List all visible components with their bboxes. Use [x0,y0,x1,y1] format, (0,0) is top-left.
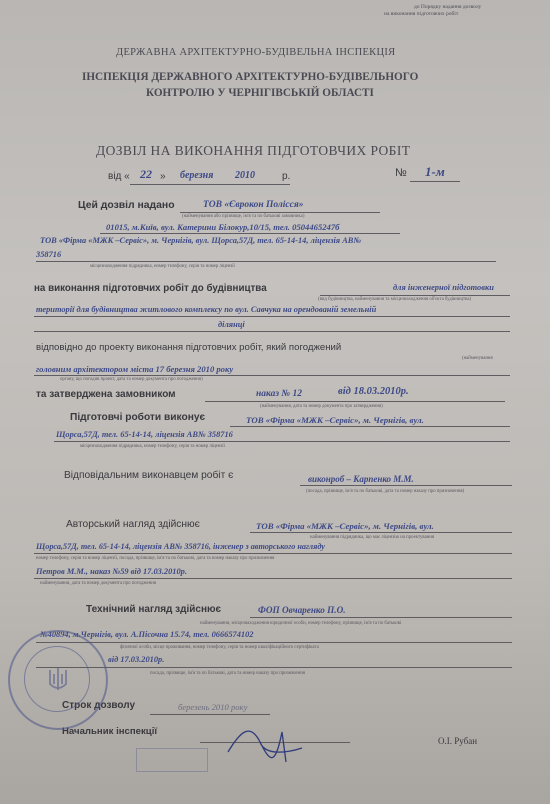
date-year: 2010 [235,170,255,181]
author-value: ТОВ «Фірма «МЖК –Сервіс», м. Чернігів, вул. [256,521,434,531]
performer-value-2: Щорса,57Д, тел. 65-14-14, ліцензія АВ№ 358716 [56,430,233,439]
works-value-2: території для будівництва житлового комплексу по вул. Савчука на орендованій земельній [36,305,377,314]
author-underline [250,532,512,533]
official-seal [8,630,108,730]
customer-address: 01015, м.Київ, вул. Катерини Білокур,10/15, тел. 0504465247б [106,222,340,232]
author-value-2: Щорса,57Д, тел. 65-14-14, ліцензія АВ№ 358716, інженер з авторського нагляду [36,542,325,551]
works-underline [320,295,510,296]
technical-value: ФОП Овчаренко П.О. [258,605,346,615]
performer-value: ТОВ «Фірма «МЖК –Сервіс», м. Чернігів, вул. [246,415,424,425]
technical-caption: найменування, місцезнаходження юридичної особи, номер телефону, прізвище, ім'я та по батькові [200,621,402,626]
chief-label: Начальник інспекції [62,726,158,737]
technical-value-2: №40894, м.Чернігів, вул. А.Пісочна 15.74, тел. 0666574102 [40,630,254,639]
date-prefix: від « [108,171,130,182]
signature-mark [220,712,310,772]
org-name-full-line2: КОНТРОЛЮ У ЧЕРНІГІВСЬКІЙ ОБЛАСТІ [146,87,374,99]
approved-order: наказ № 12 [256,389,303,399]
contractor-license: 358716 [36,250,62,259]
author-underline-2 [34,553,512,554]
validity-label: Строк дозволу [62,700,136,711]
granted-caption: (найменування або прізвище, ім'я та по батькові замовника) [182,214,305,219]
works-underline-3 [34,331,510,332]
author-caption-2: номер телефону, серія та номер ліцензії, посада, прізвище, ім'я та по батькові, дата та номер наказу про призначення [36,556,275,561]
project-caption: (найменування [462,356,493,361]
technical-underline-3 [36,667,512,668]
responsible-underline [300,485,512,486]
approved-underline [205,401,505,402]
technical-underline [250,617,512,618]
date-day: 22 [140,167,152,181]
author-caption-3: найменування, дата та номер документа про погодження [40,581,156,586]
works-value-3: ділянці [218,320,245,329]
granted-value: ТОВ «Єврокон Полісся» [203,200,304,210]
project-value: головним архітектором міста 17 березня 2010 року [36,364,234,374]
technical-label: Технічний нагляд здійснює [86,604,222,615]
number-label: № [395,167,407,179]
performer-label: Підготовчі роботи виконує [70,412,206,423]
org-name: ДЕРЖАВНА АРХІТЕКТУРНО-БУДІВЕЛЬНА ІНСПЕКЦІЯ [116,47,396,58]
date-month: березня [180,170,214,181]
contractor-caption: місцезнаходження підрядника, номер телефону, серія та номер ліцензії [90,264,235,269]
permit-number: 1-м [425,164,445,179]
works-value: для інженерної підготовки [393,283,494,292]
corner-note-line2: на виконання підготовчих робіт [384,11,459,17]
author-value-3: Петров М.М., наказ №59 від 17.03.2010р. [36,567,187,576]
date-underline [130,184,290,185]
works-label: на виконання підготовчих робіт до будівництва [34,283,267,294]
chief-name: О.І. Рубан [438,736,478,746]
granted-label: Цей дозвіл надано [78,200,175,211]
technical-underline-2 [36,642,512,643]
performer-underline [230,426,510,427]
date-mid: » [160,171,166,182]
author-underline-3 [34,578,512,579]
date-suffix: р. [282,171,291,182]
technical-caption-2: фізичної особи, місце проживання, номер телефону, серія та номер кваліфікаційного сертифіката [120,645,319,650]
contractor-value: ТОВ «Фірма «МЖК –Сервіс», м. Чернігів, вул. Щорса,57Д, тел. 65-14-14, ліцензія АВ№ [40,236,362,245]
responsible-caption: (посада, прізвище, ім'я та по батькові, дата та номер наказу про призначення) [306,489,465,494]
contractor-underline [36,261,496,262]
org-name-full-line1: ІНСПЕКЦІЯ ДЕРЖАВНОГО АРХІТЕКТУРНО-БУДІВЕЛЬНОГО [82,71,419,83]
address-underline [100,233,400,234]
project-underline [34,375,510,376]
performer-caption: місцезнаходження підрядника, номер телефону, серія та номер ліцензії [80,444,225,449]
responsible-value: виконроб – Карпенко М.М. [308,474,414,484]
granted-underline [180,212,380,213]
responsible-label: Відповідальним виконавцем робіт є [64,470,234,481]
corner-note [384,4,481,18]
approved-label: та затверджена замовником [36,389,176,400]
corner-note-line1: до Порядку надання дозволу [414,4,482,10]
office-stamp [136,748,208,772]
works-underline-2 [34,316,510,317]
project-caption-2: органу, що погодив проект, дата та номер документа про погодження) [60,377,203,382]
number-underline [410,181,460,182]
author-caption: найменування підрядника, що має ліцензію на проектування [310,535,435,540]
project-label: відповідно до проекту виконання підготовчих робіт, який погоджений [36,342,342,353]
technical-value-3: від 17.03.2010р. [108,655,165,664]
approved-caption: (найменування, дата та номер документа про затвердження) [260,404,383,409]
technical-caption-3: посада, прізвище, ім'я та по батькові, дата та номер наказу про призначення [150,671,306,676]
document-title: ДОЗВІЛ НА ВИКОНАННЯ ПІДГОТОВЧИХ РОБІТ [96,143,411,158]
trident-icon [46,666,70,694]
approved-date: від 18.03.2010р. [338,386,409,397]
validity-value: березень 2010 року [178,702,248,712]
author-label: Авторський нагляд здійснює [66,519,200,530]
works-caption: (вид будівництва, найменування та місцезнаходження об'єкта будівництва) [318,297,472,302]
performer-underline-2 [54,441,510,442]
